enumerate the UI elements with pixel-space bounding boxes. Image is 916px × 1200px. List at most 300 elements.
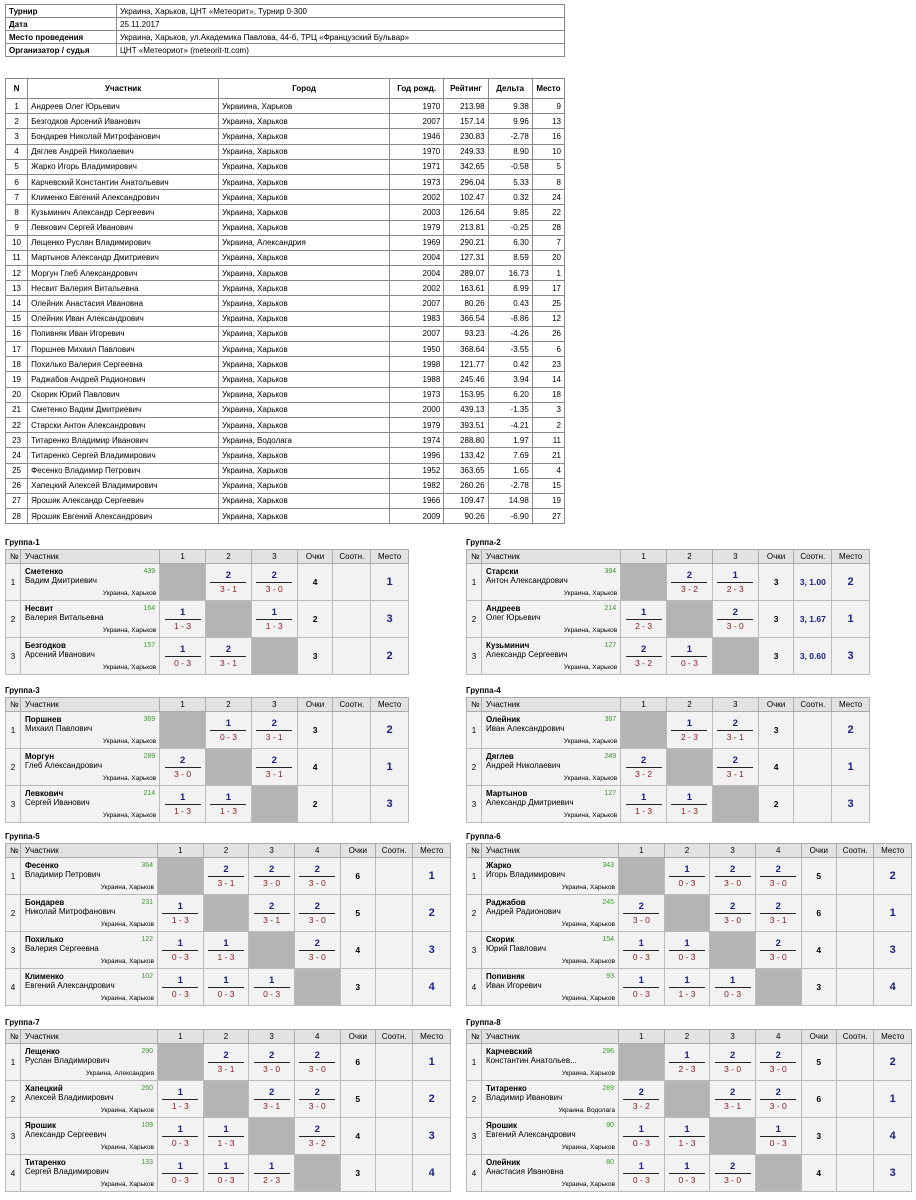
player-rating: 102 [141,973,153,980]
result-divider [210,730,246,731]
table-row [6,235,565,250]
table-cell: 16.73 [488,266,532,281]
match-score: 3 - 1 [724,1100,742,1111]
result-divider [299,1062,335,1063]
self-cell [664,895,710,932]
match-points: 1 [729,974,736,986]
result-divider [717,730,753,731]
player-points: 4 [758,749,794,786]
player-number: 1 [6,1044,21,1081]
table-cell: Мартынов Александр Дмитриевич [28,250,219,265]
self-cell [755,1155,801,1192]
player-city: Украина, Харьков [561,921,615,928]
match-result [206,564,252,601]
table-cell: Украина, Харьков [219,220,390,235]
col-opponent: 3 [249,1030,295,1044]
group-player-row [467,895,912,932]
group-player-row [6,786,409,823]
table-cell: 13 [6,281,28,296]
table-cell: 8.90 [488,144,532,159]
match-result [755,1118,801,1155]
table-cell: 109.47 [444,493,488,508]
player-ratio [836,969,874,1006]
table-cell: 157.14 [444,114,488,129]
match-points: 2 [775,900,781,912]
self-cell [294,1155,340,1192]
table-cell: 6 [532,342,564,357]
match-score: 3 - 0 [726,620,744,631]
match-score: 3 - 1 [265,731,283,742]
result-divider [162,950,198,951]
result-divider [162,987,198,988]
match-score: 3 - 0 [263,877,281,888]
info-label: Место проведения [6,31,117,44]
player-number: 3 [467,1118,482,1155]
col-opponent: 3 [712,698,758,712]
result-divider [669,950,705,951]
player-place: 1 [371,749,409,786]
player-ratio: 3, 1.67 [794,601,832,638]
player-lastname: Ярошик [485,1121,518,1130]
table-cell: 2007 [390,296,444,311]
group-table [466,697,870,823]
column-header: Город [219,79,390,99]
self-cell [712,786,758,823]
match-points: 1 [686,791,693,803]
match-result [621,638,667,675]
table-cell: 22 [6,417,28,432]
match-score: 2 - 3 [635,620,653,631]
table-cell: Украина, Харьков [219,448,390,463]
player-rating: 154 [602,936,614,943]
player-lastname: Мартынов [485,789,528,798]
match-result [294,1118,340,1155]
table-cell: 1973 [390,387,444,402]
table-cell: 102.47 [444,190,488,205]
player-firstname: Сергей Иванович [24,798,90,807]
self-cell [203,895,249,932]
table-cell: 5.33 [488,174,532,189]
group-title: Группа-2 [466,538,501,547]
match-points: 2 [775,1049,781,1061]
table-row [6,205,565,220]
col-player: Участник [481,1030,618,1044]
table-cell: Украина, Харьков [219,372,390,387]
match-score: 1 - 3 [265,620,283,631]
result-divider [715,1062,751,1063]
match-points: 2 [314,1086,320,1098]
match-score: 1 - 3 [174,805,192,816]
match-result [203,969,249,1006]
column-header: Год рожд. [390,79,444,99]
player-number: 3 [6,786,21,823]
group-title: Группа-4 [466,686,501,695]
result-divider [760,1062,796,1063]
col-opponent: 3 [712,550,758,564]
table-cell: 90.26 [444,509,488,524]
player-ratio [333,749,371,786]
table-cell: 1983 [390,311,444,326]
table-cell: 1979 [390,220,444,235]
player-ratio: 3, 0.60 [794,638,832,675]
table-cell: Титаренко Сергей Владимирович [28,448,219,463]
player-firstname: Юрий Павлович [485,944,546,953]
player-points: 2 [758,786,794,823]
match-score: 3 - 1 [769,914,787,925]
table-cell: 2004 [390,250,444,265]
match-score: 3 - 1 [219,657,237,668]
player-points: 3 [340,1155,375,1192]
table-cell: Моргун Глеб Александрович [28,266,219,281]
match-result [158,1155,204,1192]
match-result [664,1044,710,1081]
player-number: 1 [467,564,482,601]
match-points: 2 [729,1049,736,1061]
player-firstname: Сергей Владимирович [24,1167,109,1176]
result-divider [162,1173,198,1174]
player-number: 2 [467,601,482,638]
player-number: 2 [467,1081,482,1118]
result-divider [208,876,244,877]
col-ratio: Соотн. [333,550,371,564]
match-points: 2 [729,863,736,875]
player-place: 3 [874,932,912,969]
table-cell: Жарко Игорь Владимирович [28,159,219,174]
match-score: 0 - 3 [632,988,650,999]
match-result [203,1044,249,1081]
table-cell: 4 [6,144,28,159]
self-cell [294,969,340,1006]
match-points: 1 [179,643,186,655]
table-cell: 289.07 [444,266,488,281]
col-player: Участник [481,844,618,858]
table-cell: 9 [532,99,564,114]
column-header: N [6,79,28,99]
match-result [619,969,665,1006]
table-row [6,448,565,463]
match-points: 2 [268,1086,275,1098]
player-lastname: Ярошик [24,1121,57,1130]
result-divider [208,987,244,988]
group-table [466,549,870,675]
table-cell: 2 [532,417,564,432]
result-divider [671,656,707,657]
player-cell [20,1118,157,1155]
result-divider [669,1062,705,1063]
group-title: Группа-6 [466,832,501,841]
table-cell: Украина, Харьков [219,509,390,524]
info-row [6,18,565,31]
table-cell: Украиина, Харьков [219,99,390,114]
match-result [712,601,758,638]
player-lastname: Похилько [24,935,64,944]
player-firstname: Иван Игоревич [485,981,542,990]
match-score: 3 - 0 [724,1063,742,1074]
tournament-info-table [5,4,565,57]
column-header: Дельта [488,79,532,99]
match-result [206,712,252,749]
table-cell: 12 [6,266,28,281]
match-score: 3 - 0 [769,1063,787,1074]
table-cell: Украина, Харьков [219,159,390,174]
match-result [251,749,297,786]
match-points: 2 [640,643,647,655]
table-cell: Титаренко Владимир Иванович [28,433,219,448]
player-rating: 231 [141,899,153,906]
match-result [755,895,801,932]
col-opponent: 1 [621,698,667,712]
table-cell: 1996 [390,448,444,463]
table-cell: 153.95 [444,387,488,402]
player-cell [20,1081,157,1118]
match-result [249,858,295,895]
col-player: Участник [20,844,157,858]
player-place: 1 [874,895,912,932]
player-place: 2 [832,712,870,749]
col-place: Место [874,844,912,858]
player-place: 3 [413,1118,451,1155]
result-divider [299,950,335,951]
player-number: 4 [467,1155,482,1192]
group-player-row [467,712,870,749]
table-cell: 15 [6,311,28,326]
match-score: 3 - 2 [632,1100,650,1111]
player-lastname: Клименко [24,972,64,981]
match-score: 2 - 3 [680,731,698,742]
table-cell: Карчевский Константин Анатольевич [28,174,219,189]
match-points: 1 [638,1160,644,1172]
player-firstname: Арсений Иванович [24,650,95,659]
table-cell: -8.86 [488,311,532,326]
col-points: Очки [340,1030,375,1044]
table-cell: Украина, Харьков [219,205,390,220]
player-place: 2 [874,1044,912,1081]
table-cell: Украина, Харьков [219,144,390,159]
self-cell [667,601,713,638]
match-points: 2 [179,754,186,766]
group-header-row [6,550,409,564]
table-cell: 11 [532,433,564,448]
player-cell [20,601,159,638]
match-result [619,1081,665,1118]
table-cell: 2009 [390,509,444,524]
player-rating: 290 [141,1048,153,1055]
player-cell [20,858,157,895]
table-cell: Левкович Сергей Иванович [28,220,219,235]
result-divider [715,987,751,988]
table-cell: 1974 [390,433,444,448]
self-cell [619,1044,665,1081]
player-firstname: Михаил Павлович [24,724,93,733]
result-divider [717,582,753,583]
match-score: 3 - 1 [263,914,281,925]
result-divider [210,804,246,805]
result-divider [165,619,201,620]
group-table [466,1029,912,1192]
match-points: 2 [314,1049,320,1061]
player-city: Украина, Харьков [563,812,618,819]
match-points: 2 [729,900,736,912]
table-cell: Попивняк Иван Игоревич [28,326,219,341]
player-city: Украина, Водолага [558,1107,615,1114]
match-points: 2 [225,643,232,655]
player-lastname: Андреев [485,604,521,613]
player-cell [481,1081,618,1118]
player-firstname: Олег Юрьевич [485,613,541,622]
player-lastname: Титаренко [24,1158,66,1167]
col-opponent: 2 [203,1030,249,1044]
match-score: 3 - 0 [769,951,787,962]
table-cell: 93.23 [444,326,488,341]
table-row [6,266,565,281]
result-divider [254,913,290,914]
self-cell [712,638,758,675]
player-firstname: Анастасия Ивановна [485,1167,564,1176]
table-cell: 127.31 [444,250,488,265]
group-player-row [6,969,451,1006]
match-score: 3 - 0 [724,1174,742,1185]
match-result [667,786,713,823]
table-cell: 439.13 [444,402,488,417]
player-firstname: Глеб Александрович [24,761,103,770]
player-ratio [333,712,371,749]
player-ratio [375,1118,413,1155]
result-divider [165,656,201,657]
table-cell: 23 [6,433,28,448]
col-place: Место [874,1030,912,1044]
player-points: 3 [297,638,333,675]
player-number: 2 [6,749,21,786]
match-result [664,969,710,1006]
player-rating: 260 [141,1085,153,1092]
player-points: 4 [297,749,333,786]
table-cell: Украина, Харьков [219,342,390,357]
match-result [667,712,713,749]
player-points: 5 [801,1044,836,1081]
col-ratio: Соотн. [836,1030,874,1044]
player-rating: 245 [602,899,614,906]
match-score: 3 - 0 [769,877,787,888]
match-result [249,1081,295,1118]
self-cell [710,932,756,969]
match-points: 1 [177,974,183,986]
player-firstname: Александр Сергеевич [24,1130,107,1139]
player-lastname: Старски [485,567,519,576]
table-cell: Старски Антон Александрович [28,417,219,432]
col-opponent: 4 [755,844,801,858]
table-cell: 8 [532,174,564,189]
match-points: 1 [177,900,183,912]
table-cell: 9.85 [488,205,532,220]
result-divider [254,1062,290,1063]
col-num: № [6,844,21,858]
col-place: Место [832,698,870,712]
group-title: Группа-7 [5,1018,40,1027]
player-ratio [794,786,832,823]
result-divider [256,767,292,768]
player-points: 4 [340,932,375,969]
table-cell: Украина, Харьков [219,417,390,432]
participants-table [5,78,565,524]
player-number: 3 [6,1118,21,1155]
player-points: 6 [801,1081,836,1118]
result-divider [671,730,707,731]
player-cell [20,786,159,823]
player-city: Украина, Харьков [563,590,618,597]
match-result [158,895,204,932]
match-points: 1 [686,643,693,655]
table-cell: 1 [6,99,28,114]
match-result [160,638,206,675]
table-row [6,311,565,326]
table-cell: 28 [532,220,564,235]
player-ratio [375,969,413,1006]
table-cell: 1970 [390,144,444,159]
info-value: Украина, Харьков, ул.Академика Павлова, 44-б, ТРЦ «Французский Бульвар» [117,31,565,44]
player-number: 2 [6,601,21,638]
match-score: 2 - 3 [678,1063,696,1074]
player-points: 4 [340,1118,375,1155]
player-ratio [375,858,413,895]
self-cell [206,749,252,786]
match-score: 0 - 3 [217,1174,235,1185]
table-row [6,114,565,129]
player-firstname: Алексей Владимирович [24,1093,114,1102]
table-cell: 3 [6,129,28,144]
player-city: Украина, Харьков [100,884,154,891]
player-ratio [836,932,874,969]
table-cell: 10 [532,144,564,159]
player-rating: 364 [141,862,153,869]
table-cell: 14.98 [488,493,532,508]
player-lastname: Бондарев [24,898,65,907]
player-city: Украина, Харьков [102,590,157,597]
self-cell [249,1118,295,1155]
match-result [664,1155,710,1192]
player-firstname: Владимир Петрович [24,870,101,879]
col-opponent: 1 [158,844,204,858]
player-rating: 367 [604,716,617,723]
player-ratio [794,712,832,749]
table-cell: Фесенко Владимир Петрович [28,463,219,478]
player-points: 5 [340,1081,375,1118]
table-cell: 363.65 [444,463,488,478]
player-place: 1 [413,1044,451,1081]
player-ratio: 3, 1.00 [794,564,832,601]
player-rating: 90 [606,1122,614,1129]
column-header: Рейтинг [444,79,488,99]
match-score: 0 - 3 [263,988,281,999]
table-cell: 6.30 [488,235,532,250]
match-score: 0 - 3 [174,657,192,668]
player-rating: 157 [143,642,156,649]
table-cell: -4.21 [488,417,532,432]
match-points: 2 [268,900,275,912]
group-player-row [467,858,912,895]
player-lastname: Лещенко [24,1047,60,1056]
col-num: № [467,550,482,564]
match-result [158,932,204,969]
match-result [712,564,758,601]
group-player-row [467,1118,912,1155]
player-rating: 109 [141,1122,153,1129]
self-cell [249,932,295,969]
player-number: 3 [6,638,21,675]
result-divider [165,804,201,805]
result-divider [760,950,796,951]
match-points: 1 [177,937,183,949]
player-number: 3 [467,932,482,969]
